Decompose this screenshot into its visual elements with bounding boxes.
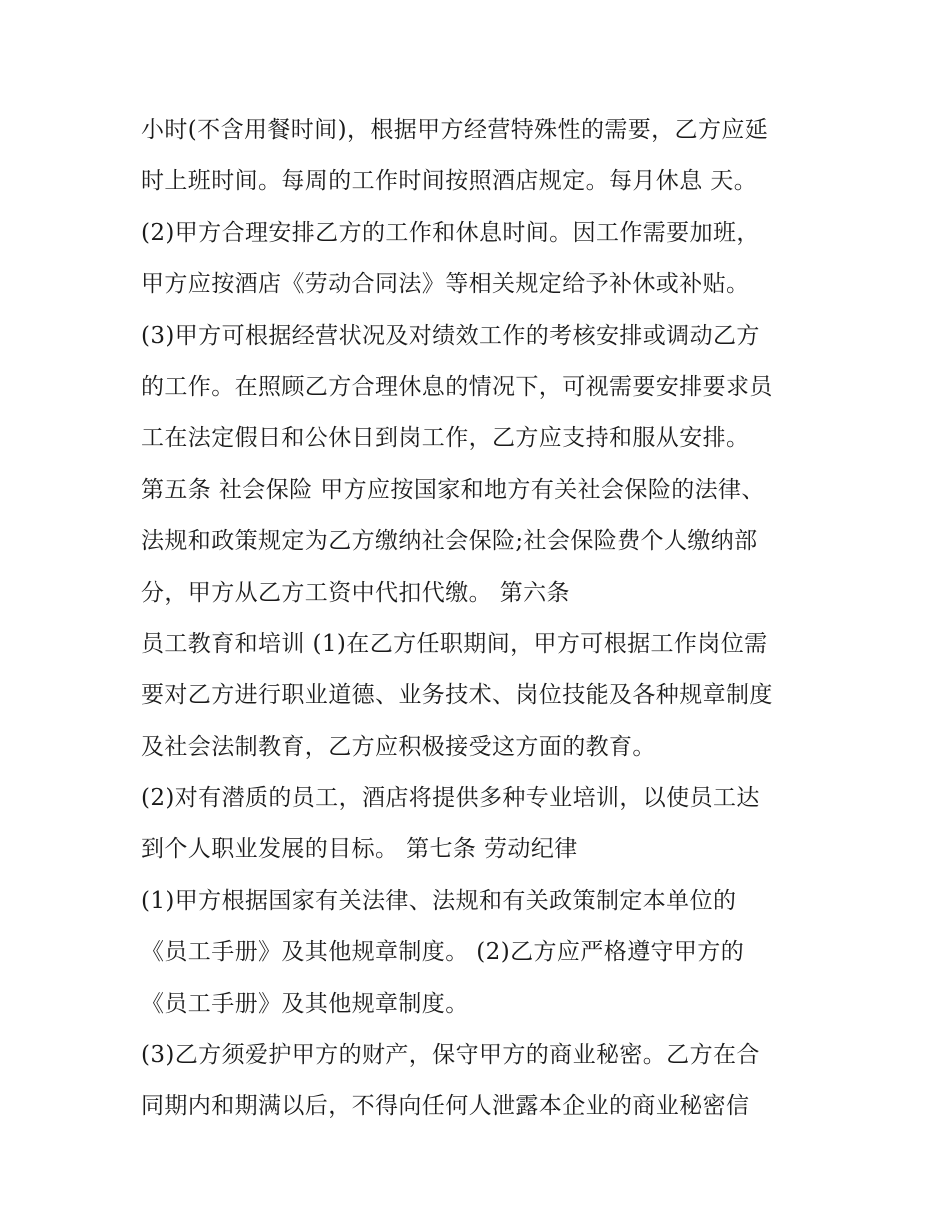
text-line: 小时(不含用餐时间)，根据甲方经营特殊性的需要，乙方应延 <box>141 117 769 143</box>
text-line: 第五条 社会保险 甲方应按国家和地方有关社会保险的法律、 <box>141 476 765 503</box>
text-line: 工在法定假日和公休日到岗工作，乙方应支持和服从安排。 <box>141 425 750 452</box>
text-line: (1)甲方根据国家有关法律、法规和有关政策制定本单位的 <box>141 887 737 914</box>
text-line: (2)对有潜质的员工，酒店将提供多种专业培训，以使员工达 <box>141 785 760 812</box>
text-line: 甲方应按酒店《劳动合同法》等相关规定给予补休或补贴。 <box>141 271 750 298</box>
text-line: 的工作。在照顾乙方合理休息的情况下，可视需要安排要求员 <box>141 373 773 400</box>
text-line: 《员工手册》及其他规章制度。 <box>141 990 469 1017</box>
text-line: 同期内和期满以后，不得向任何人泄露本企业的商业秘密信 <box>141 1093 750 1120</box>
text-line: (3)甲方可根据经营状况及对绩效工作的考核安排或调动乙方 <box>141 322 760 349</box>
text-line: 分，甲方从乙方工资中代扣代缴。 第六条 <box>141 579 570 606</box>
text-line: 法规和政策规定为乙方缴纳社会保险;社会保险费个人缴纳部 <box>141 528 758 555</box>
text-line: 员工教育和培训 (1)在乙方任职期间，甲方可根据工作岗位需 <box>141 630 768 657</box>
text-line: 时上班时间。每周的工作时间按照酒店规定。每月休息 天。 <box>141 168 758 195</box>
text-line: 《员工手册》及其他规章制度。 (2)乙方应严格遵守甲方的 <box>141 939 745 966</box>
text-line: (2)甲方合理安排乙方的工作和休息时间。因工作需要加班， <box>141 219 760 246</box>
text-line: (3)乙方须爱护甲方的财产，保守甲方的商业秘密。乙方在合 <box>141 1042 760 1069</box>
text-line: 及社会法制教育，乙方应积极接受这方面的教育。 <box>141 733 656 760</box>
contract-text <box>141 105 841 1133</box>
text-line: 要对乙方进行职业道德、业务技术、岗位技能及各种规章制度 <box>141 682 773 709</box>
text-line: 到个人职业发展的目标。 第七条 劳动纪律 <box>141 836 578 863</box>
